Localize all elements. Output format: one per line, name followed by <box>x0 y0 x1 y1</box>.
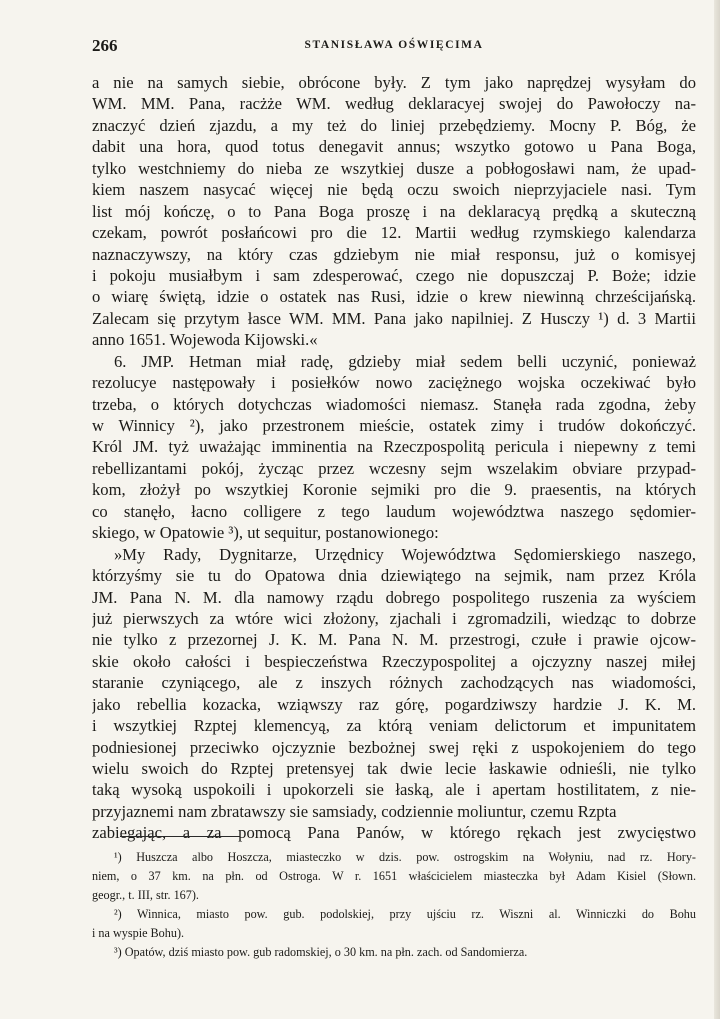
text-line: rebellizantami pokój, życząc przez wczesny sejm wszelakim obviare przypad- <box>92 458 696 478</box>
text-line: co stanęło, łacno colligere z tego laudum województwa naszego sędomier- <box>92 501 696 521</box>
text-line: o wiarę świętą, idzie o ostatek nas Rusi, idzie o krew niewinną chrześcijańską. <box>92 287 696 307</box>
main-text <box>92 72 696 844</box>
text-line: przyjaznemi nam zbratawszy sie samsiady, codziennie moliuntur, czemu Rzpta <box>92 801 617 821</box>
text-line: »My Rady, Dygnitarze, Urzędnicy Województwa Sędomierskiego naszego, <box>114 544 696 564</box>
text-line: jako rebellia kozacka, wziąwszy raz górę, pogardziwszy hardzie J. K. M. <box>92 694 696 714</box>
text-line: WM. MM. Pana, racżże WM. według deklaracyej swojej do Pawołoczy na- <box>92 94 696 114</box>
text-line: Król JM. tyż uważając imminentia na Rzeczpospolitą pericula i niepewny z temi <box>92 437 696 457</box>
text-line: zabiegając, a za pomocą Pana Panów, w którego rękach jest zwycięstwo <box>92 823 696 843</box>
text-line: wielu swoich do Rzptej pretensyej tak dwie lecie łaskawie odnieśli, nie tylko <box>92 759 696 778</box>
text-line: i pokoju musiałbym i sam zdesperować, czego nie dopuszczaj P. Boże; idzie <box>92 265 696 285</box>
page-edge-shadow <box>714 0 720 1019</box>
footnote-line: geogr., t. III, str. 167). <box>92 888 199 902</box>
text-line: którzyśmy sie tu do Opatowa dnia dziewiątego na sejmik, nam przez Króla <box>92 566 696 586</box>
footnotes <box>92 848 696 962</box>
footnote-line: ²) Winnica, miasto pow. gub. podolskiej, przy ujściu rz. Wiszni al. Winniczki do Bohu <box>114 907 696 921</box>
text-line: anno 1651. Wojewoda Kijowski.« <box>92 330 318 350</box>
footnote-line: ¹) Huszcza albo Hoszcza, miasteczko w dzis. pow. ostrogskim na Wołyniu, nad rz. Hory- <box>114 850 696 864</box>
text-line: skie około całości i bespieczeństwa Rzeczypospolitej a ojczyzny naszej miłej <box>92 651 696 671</box>
footnote-divider <box>120 836 240 837</box>
footnote-line: ³) Opatów, dziś miasto pow. gub radomskiej, o 30 km. na płn. zach. od Sandomierza. <box>114 945 528 959</box>
text-line: a nie na samych siebie, obrócone były. Z tym jako naprędzej wysyłam do <box>92 73 696 92</box>
text-line: nie tylko z przezornej J. K. M. Pana N. M. przestrogi, czułe i prawie ojcow- <box>92 630 696 650</box>
text-line: Zalecam się przytym łasce WM. MM. Pana jako napilniej. Z Husczy ¹) d. 3 Martii <box>92 308 696 328</box>
text-line: taką wysoką uspokoili i upokorzeli sie łaską, ale i apertam hostilitatem, z nie- <box>92 780 696 800</box>
text-line: rezolucye następowały i posiełków nowo zaciężnego wojska oczekiwać było <box>92 373 696 393</box>
text-line: i wszytkiej Rzptej klemencyą, za którą veniam delictorum et impunitatem <box>92 716 696 736</box>
text-line: 6. JMP. Hetman miał radę, gdzieby miał sedem belli uczynić, ponieważ <box>114 351 696 371</box>
text-line: JM. Pana N. M. dla namowy rządu dobrego pospolitego ruszenia za wyściem <box>92 587 696 607</box>
text-line: staranie czyniącego, ale z inszych różnych zachodzących nas wiadomości, <box>92 673 696 693</box>
footnote-line: i na wyspie Bohu). <box>92 926 185 940</box>
text-line: podniesionej przeciwko ojczyznie bezbożnej swej ręki z uspokojeniem do tego <box>92 737 696 757</box>
text-line: list mój kończę, o to Pana Boga proszę i na deklaracyą prędką a skuteczną <box>92 201 696 221</box>
page-number: 266 <box>92 36 118 55</box>
text-line: skiego, w Opatowie ³), ut sequitur, postanowionego: <box>92 523 439 543</box>
text-line: naznaczywszy, na który czas gdziebym nie miał responsu, już o komisyej <box>92 244 696 264</box>
text-line: kom, złożył po wszytkiej Koronie sejmiki pro die 9. praesentis, na których <box>92 480 696 500</box>
page-header <box>92 36 696 58</box>
text-line: dabit una hora, quod totus denegavit annus; wszytko gotowo u Pana Boga, <box>92 137 696 157</box>
footnote-line: niem, o 37 km. na płn. od Ostroga. W r. 1651 właścicielem miasteczka był Adam Kisiel (Słown. <box>92 869 696 883</box>
text-line: czekam, powrót posłańcowi pro die 12. Martii według rzymskiego kalendarza <box>92 223 696 243</box>
running-head: STANISŁAWA OŚWIĘCIMA <box>304 39 484 51</box>
text-line: tylko westchniemy do nieba ze wszytkiej dusze a pobłogosławi nam, że upad- <box>92 158 696 178</box>
text-line: trzeba, o których dotychczas wiadomości niemasz. Stanęła rada zgodna, żeby <box>92 394 696 414</box>
text-line: kiem naszem nasycać więcej nie będą oczu swoich nieprzyjaciele nasi. Tym <box>92 180 696 200</box>
text-line: w Winnicy ²), jako przestronem mieście, ostatek zimy i trudów dokończyć. <box>92 416 696 435</box>
text-line: znaczyć dzień zjazdu, a my też do liniej przebędziemy. Mocny P. Bóg, że <box>92 115 696 135</box>
text-line: już pierwszych za wtóre wici złożony, zjachali i zgromadzili, wiedząc to dobrze <box>92 608 696 628</box>
